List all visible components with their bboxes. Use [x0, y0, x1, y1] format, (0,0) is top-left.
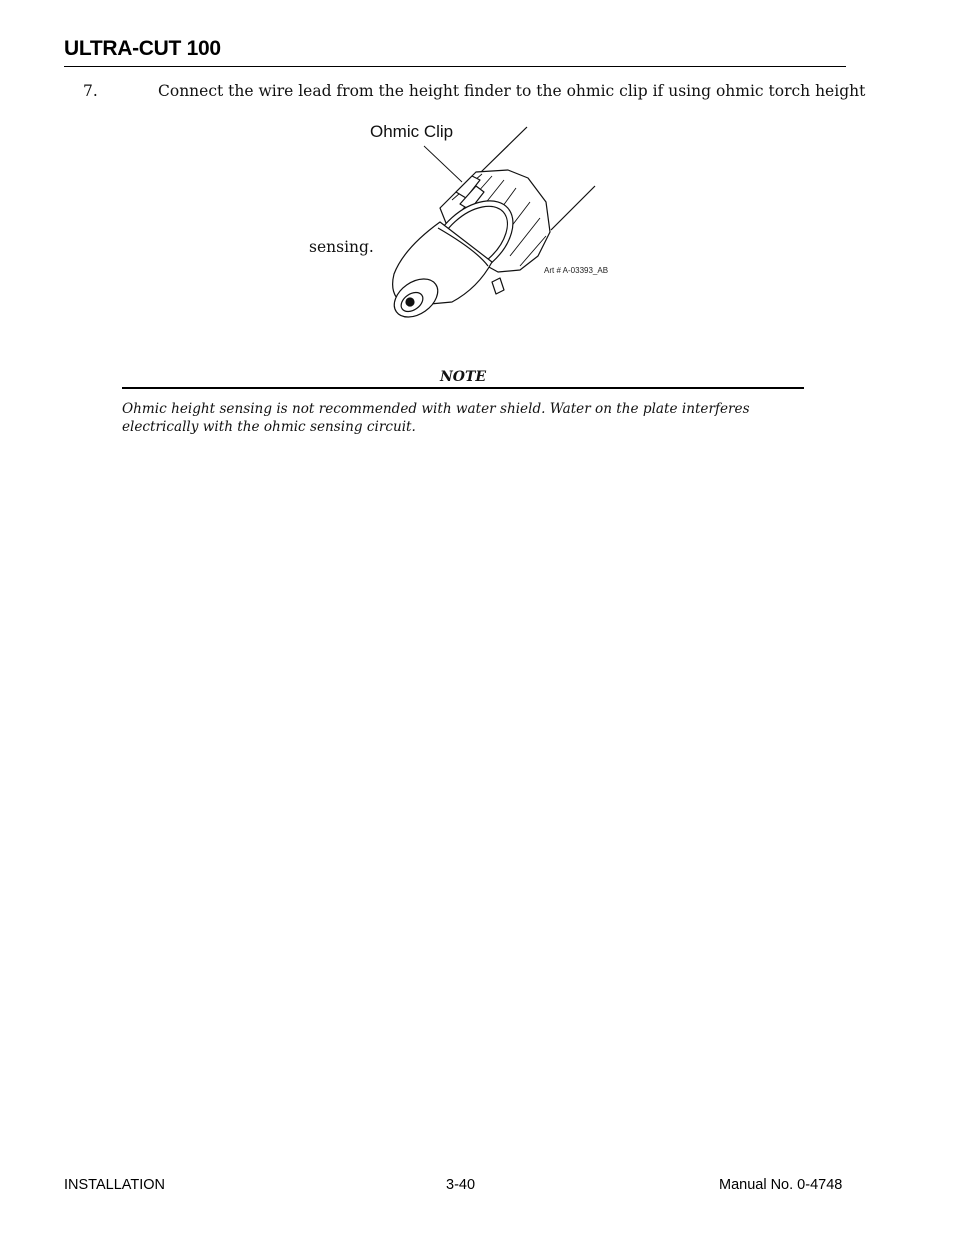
- footer-manual-number: Manual No. 0-4748: [719, 1177, 843, 1193]
- cable-line-lower: [551, 186, 595, 230]
- footer-section: INSTALLATION: [64, 1177, 165, 1193]
- leader-line: [424, 146, 462, 182]
- note-title: NOTE: [439, 369, 487, 385]
- note-text: Ohmic height sensing is not recommended with water shield. Water on the plate interferes electrically with the ohmic sensing circuit.: [122, 401, 750, 435]
- step-number: 7.: [83, 82, 98, 100]
- art-number: Art # A-03393_AB: [544, 266, 609, 275]
- page-header-title: ULTRA-CUT 100: [64, 37, 221, 60]
- header-rule: [64, 66, 846, 67]
- footer-page-number: 3-40: [446, 1177, 476, 1193]
- step-text-continued: sensing.: [309, 238, 374, 256]
- figure-label: Ohmic Clip: [370, 122, 454, 141]
- torch-illustration: [380, 120, 620, 330]
- step-text: Connect the wire lead from the height finder to the ohmic clip if using ohmic torch height: [158, 82, 866, 100]
- cable-line-upper: [481, 127, 527, 172]
- note-rule: [122, 387, 804, 389]
